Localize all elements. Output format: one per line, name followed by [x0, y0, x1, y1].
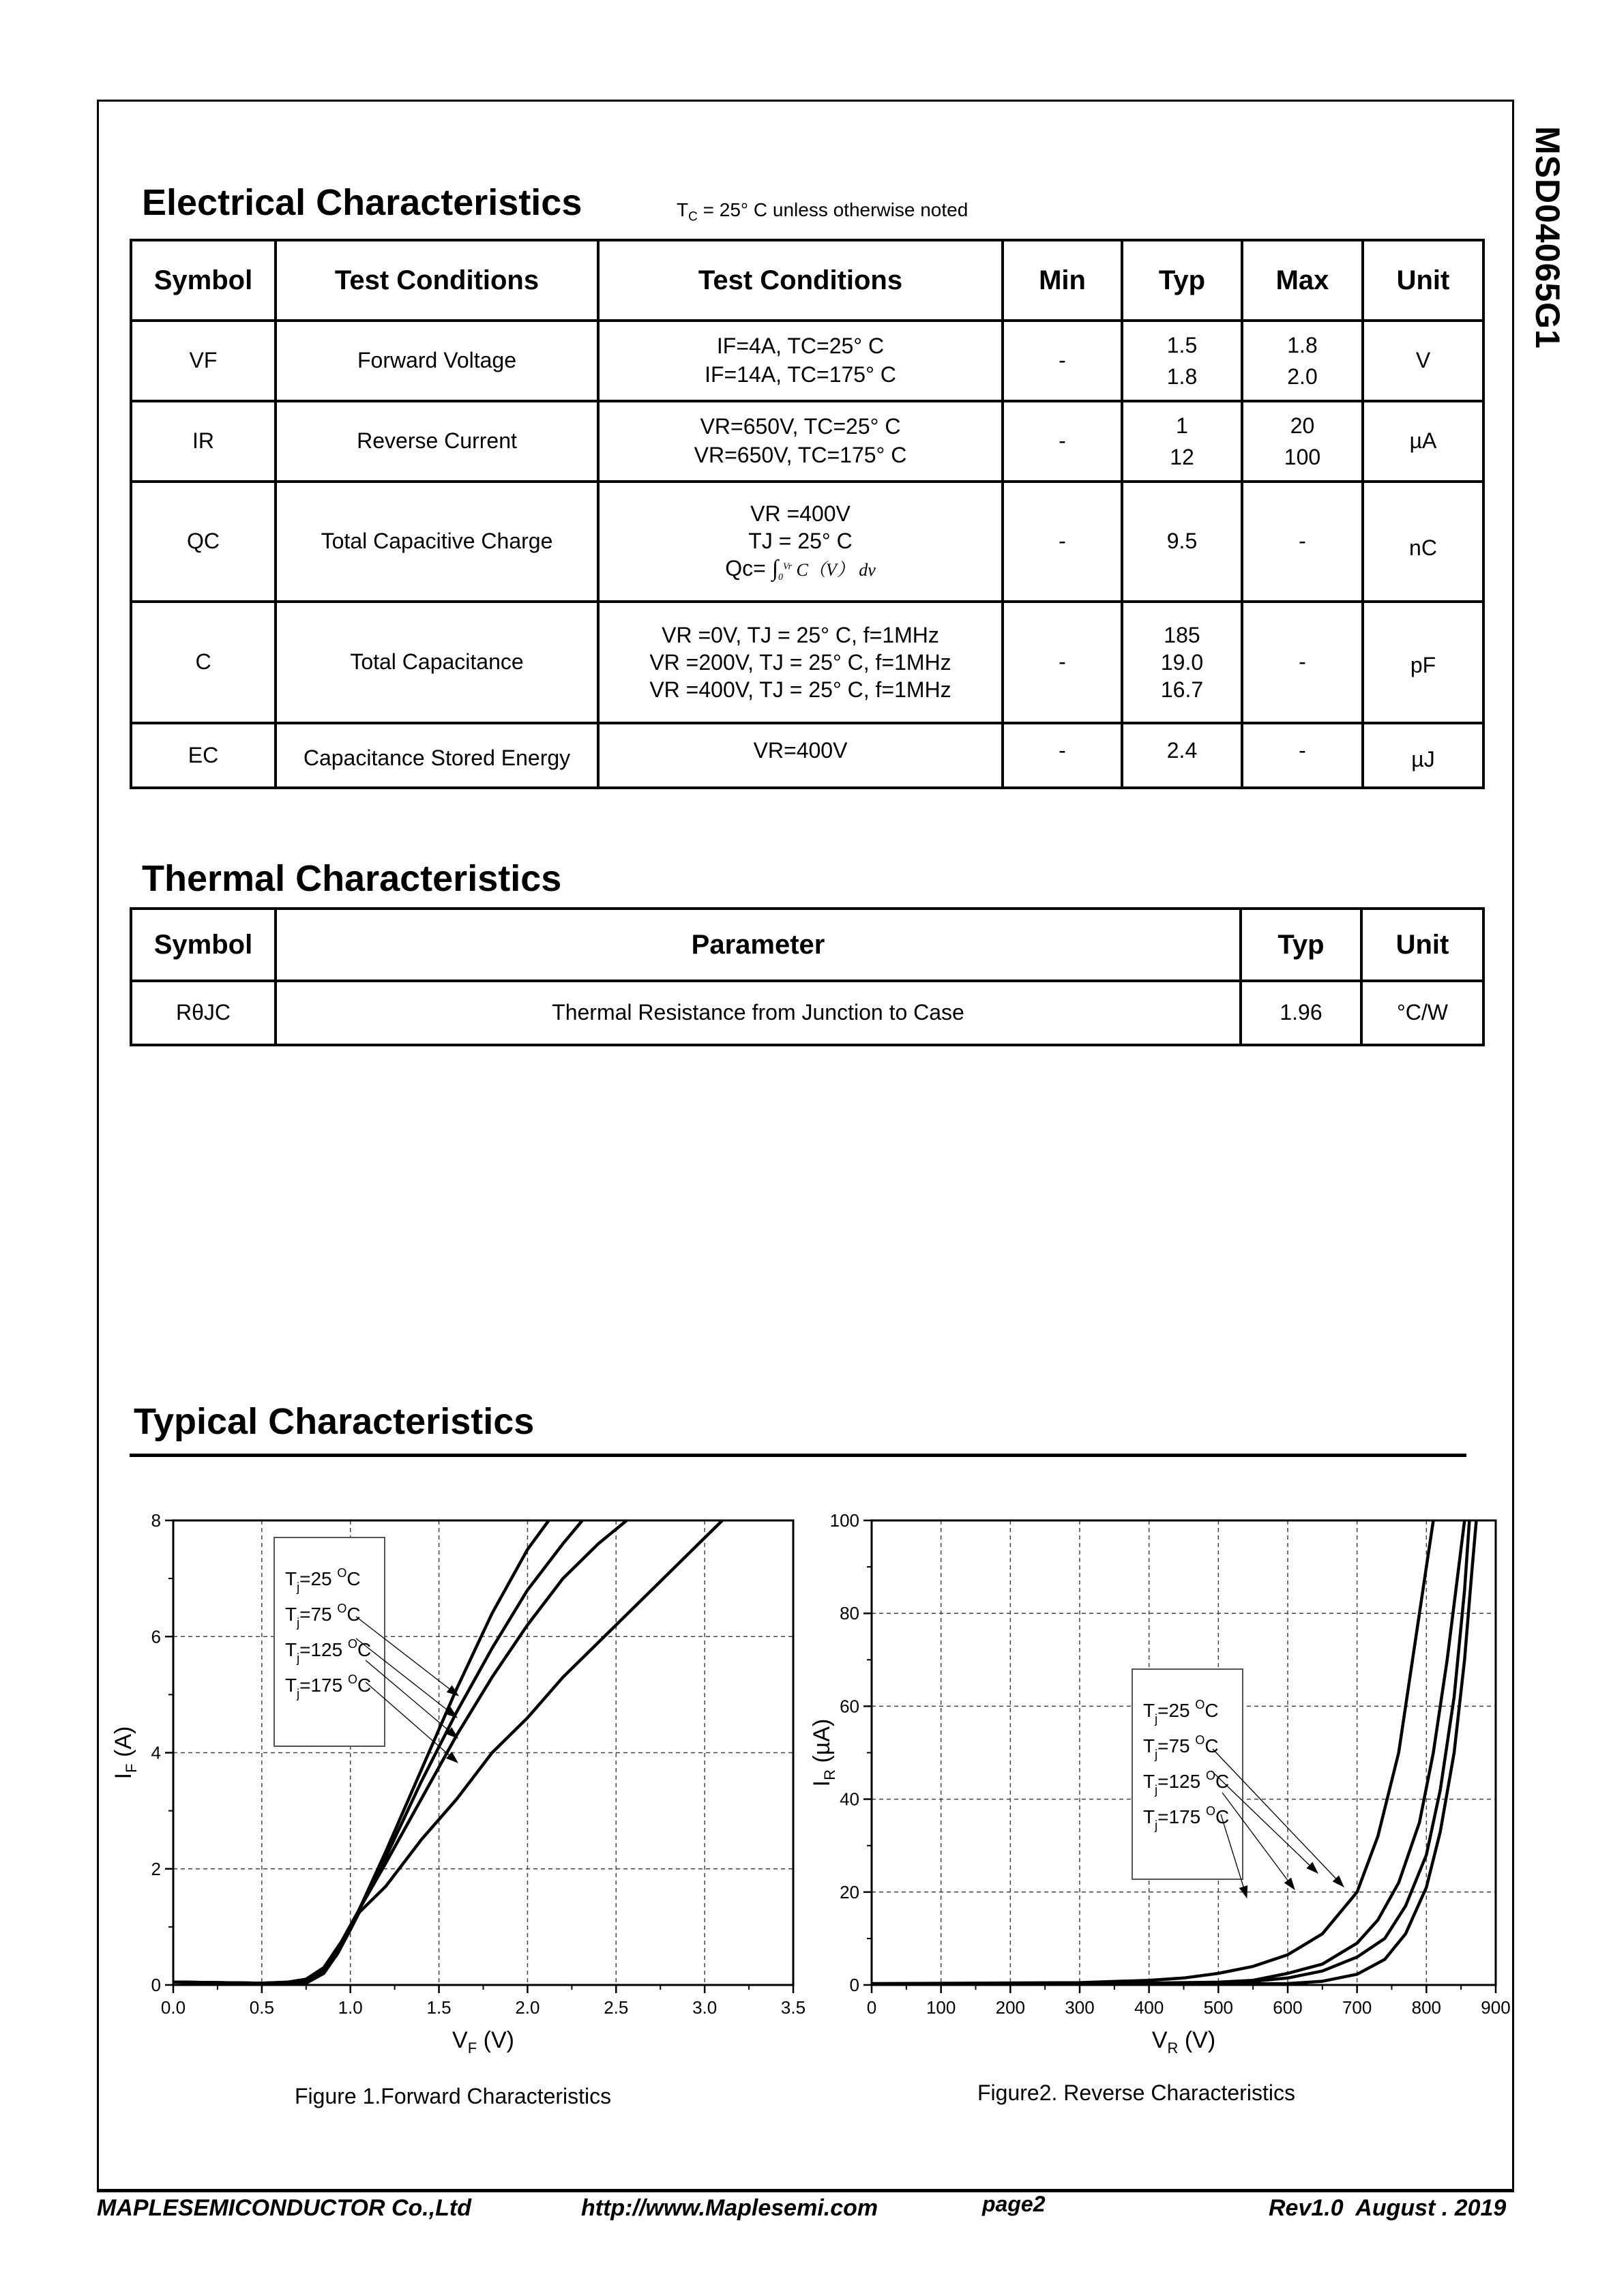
typ-value: 16.7: [1160, 677, 1204, 702]
x-tick-label: 2.5: [604, 1997, 629, 2018]
header-unit: Unit: [1361, 909, 1483, 981]
conditions-cell: [598, 482, 1003, 602]
parameter-cell: Forward Voltage: [276, 321, 598, 401]
header-parameter: Parameter: [276, 909, 1241, 981]
min-cell: -: [1003, 602, 1122, 723]
typ-cell: 2.4: [1122, 723, 1242, 788]
table-row: [131, 482, 1483, 602]
legend-entry: $T_j=75$ $^O$C: [285, 1602, 361, 1630]
conditions-cell: VR=400V: [598, 723, 1003, 788]
footer-website[interactable]: http://www.Maplesemi.com: [581, 2195, 878, 2221]
typ-cell: 9.5: [1122, 482, 1242, 602]
header-typ: Typ: [1122, 240, 1242, 321]
y-tick-label: 0: [151, 1975, 161, 1995]
typ-value: 185: [1164, 623, 1200, 647]
footer-revision: Rev1.0 August . 2019: [1269, 2195, 1507, 2221]
typ-value: 1.8: [1166, 364, 1198, 389]
condition-line: IF=14A, TC=175° C: [705, 362, 896, 387]
header-max: Max: [1242, 240, 1363, 321]
figure2-caption: Figure2. Reverse Characteristics: [977, 2080, 1295, 2105]
x-tick-label: 1.5: [426, 1997, 452, 2018]
header-unit: Unit: [1363, 240, 1483, 321]
max-cell: [1242, 401, 1363, 482]
unit-cell: nC: [1363, 482, 1483, 602]
conditions-cell: [598, 401, 1003, 482]
max-value: 1.8: [1287, 332, 1318, 357]
x-tick-label: 1.0: [338, 1997, 363, 2018]
typ-value: 19.0: [1160, 650, 1204, 675]
reverse-characteristics-chart: [791, 1494, 1514, 2053]
max-value: 100: [1284, 445, 1321, 469]
integral-body: C（V） dv: [796, 559, 876, 580]
x-tick-label: 700: [1342, 1997, 1372, 2018]
note-text: = 25° C unless otherwise noted: [697, 199, 969, 220]
header-test-conditions: Test Conditions: [598, 240, 1003, 321]
note-sub: C: [688, 209, 698, 224]
typ-value: 1.5: [1166, 332, 1198, 357]
table-row: [131, 981, 1483, 1045]
x-tick-label: 0.5: [249, 1997, 274, 2018]
series-line: [173, 1520, 627, 1983]
parameter-cell: Total Capacitance: [276, 602, 598, 723]
x-tick-label: 900: [1481, 1997, 1511, 2018]
header-typ: Typ: [1241, 909, 1361, 981]
legend-entry: $T_j=125$ $^O$C: [285, 1637, 372, 1665]
y-tick-label: 8: [151, 1510, 161, 1531]
footer-page: page2: [982, 2192, 1046, 2216]
condition-line: VR =0V, TJ = 25° C, f=1MHz: [662, 623, 939, 647]
y-tick-label: 6: [151, 1626, 161, 1647]
min-cell: -: [1003, 321, 1122, 401]
electrical-section-title: Electrical Characteristics: [142, 182, 582, 223]
table-header-row: [131, 909, 1483, 981]
symbol-cell: IR: [131, 401, 276, 482]
max-value: 2.0: [1287, 364, 1318, 389]
max-cell: -: [1242, 482, 1363, 602]
unit-cell: °C/W: [1361, 981, 1483, 1045]
y-axis-label: $I_R$ (µA): [809, 1718, 838, 1787]
min-cell: -: [1003, 723, 1122, 788]
x-tick-label: 0: [866, 1997, 877, 2018]
table-row: [131, 602, 1483, 723]
conditions-cell: [598, 602, 1003, 723]
section-divider: [130, 1454, 1466, 1457]
x-axis-label: $V_F$ (V): [452, 2027, 514, 2053]
x-tick-label: 0.0: [160, 1997, 186, 2018]
x-tick-label: 400: [1134, 1997, 1164, 2018]
x-tick-label: 600: [1273, 1997, 1303, 2018]
legend-entry: $T_j=25$ $^O$C: [1143, 1698, 1219, 1726]
parameter-cell: Reverse Current: [276, 401, 598, 482]
y-tick-label: 0: [849, 1975, 859, 1995]
max-cell: -: [1242, 602, 1363, 723]
unit-cell: V: [1363, 321, 1483, 401]
part-number-label: MSD04065G1: [1528, 126, 1567, 349]
table-row: [131, 401, 1483, 482]
symbol-cell: EC: [131, 723, 276, 788]
condition-line: TJ = 25° C: [748, 528, 853, 553]
min-cell: -: [1003, 401, 1122, 482]
figure1-caption: Figure 1.Forward Characteristics: [295, 2084, 612, 2108]
typ-cell: [1122, 321, 1242, 401]
symbol-cell: VF: [131, 321, 276, 401]
integral-upper: Vr: [783, 561, 792, 572]
parameter-cell: Thermal Resistance from Junction to Case: [276, 981, 1241, 1045]
header-symbol: Symbol: [131, 240, 276, 321]
max-cell: -: [1242, 723, 1363, 788]
thermal-table: [130, 907, 1485, 1046]
typ-value: 12: [1170, 445, 1194, 469]
symbol-cell: C: [131, 602, 276, 723]
typ-value: 1: [1176, 413, 1188, 438]
y-tick-label: 2: [151, 1858, 161, 1879]
forward-characteristics-chart: [102, 1494, 812, 2053]
condition-line: VR=650V, TC=25° C: [700, 414, 901, 439]
y-tick-label: 4: [151, 1742, 161, 1763]
conditions-note: [677, 199, 968, 225]
unit-cell: pF: [1363, 602, 1483, 723]
x-tick-label: 3.5: [780, 1997, 806, 2018]
qc-label: Qc=: [725, 555, 766, 580]
condition-line: VR =400V: [750, 501, 851, 526]
footer-company: MAPLESEMICONDUCTOR Co.,Ltd: [97, 2195, 472, 2221]
typical-section-title: Typical Characteristics: [134, 1401, 535, 1442]
qc-formula: [600, 555, 1001, 584]
typ-cell: [1122, 401, 1242, 482]
header-symbol: Symbol: [131, 909, 276, 981]
x-tick-label: 100: [926, 1997, 956, 2018]
condition-line: IF=4A, TC=25° C: [716, 334, 885, 359]
y-axis-label: $I_F$ (A): [110, 1726, 140, 1780]
header-min: Min: [1003, 240, 1122, 321]
x-tick-label: 200: [995, 1997, 1026, 2018]
x-tick-label: 300: [1065, 1997, 1095, 2018]
x-tick-label: 500: [1203, 1997, 1234, 2018]
x-tick-label: 800: [1411, 1997, 1442, 2018]
typ-cell: 1.96: [1241, 981, 1361, 1045]
max-cell: [1242, 321, 1363, 401]
symbol-cell: RθJC: [131, 981, 276, 1045]
table-row: [131, 723, 1483, 788]
y-tick-label: 100: [829, 1510, 859, 1531]
min-cell: -: [1003, 482, 1122, 602]
electrical-table: [130, 239, 1485, 789]
legend-entry: $T_j=75$ $^O$C: [1143, 1733, 1219, 1761]
note-t: T: [677, 199, 689, 220]
header-parameter: Test Conditions: [276, 240, 598, 321]
y-tick-label: 60: [840, 1696, 859, 1717]
table-row: [131, 321, 1483, 401]
x-tick-label: 2.0: [515, 1997, 540, 2018]
unit-cell: µJ: [1363, 723, 1483, 788]
x-tick-label: 3.0: [692, 1997, 718, 2018]
parameter-cell: Total Capacitive Charge: [276, 482, 598, 602]
unit-cell: µA: [1363, 401, 1483, 482]
legend-entry: $T_j=175$ $^O$C: [285, 1673, 372, 1701]
legend-entry: $T_j=25$ $^O$C: [285, 1566, 361, 1594]
condition-line: VR =400V, TJ = 25° C, f=1MHz: [649, 677, 951, 702]
table-header-row: [131, 240, 1483, 321]
condition-line: VR =200V, TJ = 25° C, f=1MHz: [649, 650, 951, 675]
thermal-section-title: Thermal Characteristics: [142, 858, 562, 899]
legend-entry: $T_j=175$ $^O$C: [1143, 1804, 1230, 1832]
typ-cell: [1122, 602, 1242, 723]
max-value: 20: [1290, 413, 1315, 438]
conditions-cell: [598, 321, 1003, 401]
symbol-cell: QC: [131, 482, 276, 602]
y-tick-label: 80: [840, 1603, 859, 1624]
integral-lower: 0: [778, 572, 784, 583]
parameter-cell: Capacitance Stored Energy: [276, 723, 598, 788]
x-axis-label: $V_R$ (V): [1151, 2027, 1216, 2053]
legend-entry: $T_j=125$ $^O$C: [1143, 1769, 1230, 1797]
condition-line: VR=650V, TC=175° C: [694, 443, 907, 467]
integral-formula: $\int_0^{Vr}$ C（V） dv: [771, 555, 876, 583]
y-tick-label: 20: [840, 1881, 859, 1902]
y-tick-label: 40: [840, 1789, 859, 1810]
